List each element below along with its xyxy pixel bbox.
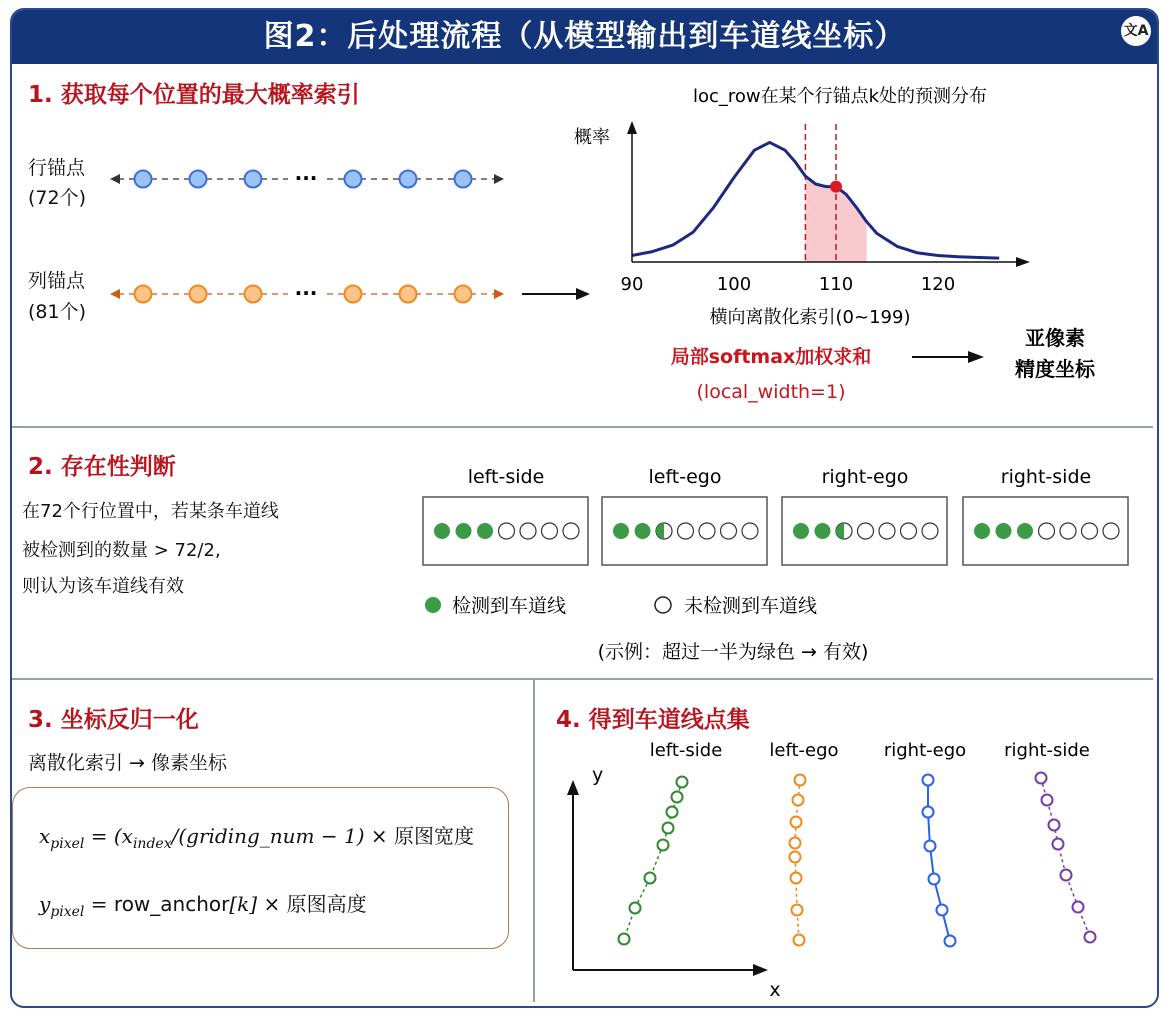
col-anchor-count: (81个) (28, 301, 87, 323)
lane-point (923, 807, 934, 818)
page-title: 图2：后处理流程（从模型输出到车道线坐标） (12, 10, 1157, 64)
lane-point (658, 840, 669, 851)
lane-point (1085, 932, 1096, 943)
lane-label-left-side: left-side (649, 740, 723, 761)
legend-detected-label: 检测到车道线 (452, 595, 567, 617)
row-ellipsis: ··· (294, 166, 318, 190)
tick-label: 90 (620, 274, 644, 295)
lane-point (793, 795, 804, 806)
lane-points (619, 773, 1096, 947)
result-label-1: 亚像素 (1025, 326, 1085, 350)
section1-title: 1. 获取每个位置的最大概率索引 (28, 82, 360, 108)
existence-desc-1: 在72个行位置中，若某条车道线 (22, 501, 279, 522)
col-anchor-label: 列锚点 (28, 270, 86, 292)
local-width-label: (local_width=1) (696, 381, 846, 403)
axis-y-label: y (592, 764, 604, 786)
tick-label: 100 (716, 274, 752, 295)
lane-point (630, 903, 641, 914)
lane-label-right-ego: right-ego (883, 740, 967, 761)
row-anchor-label: 行锚点 (28, 157, 86, 179)
tick-label: 120 (920, 274, 956, 295)
formula-y-unit: 原图高度 (286, 892, 367, 916)
formula-x-unit: 原图宽度 (394, 824, 474, 848)
lane-box-title: right-side (1000, 466, 1092, 488)
lane-label-right-side: right-side (1004, 740, 1090, 761)
row-anchor-count: (72个) (28, 187, 87, 209)
tick-label: 110 (818, 274, 854, 295)
lane-point (937, 905, 948, 916)
lane-point (790, 852, 801, 863)
lane-point (645, 873, 656, 884)
lane-point (667, 807, 678, 818)
lane-point (677, 777, 688, 788)
chart-ylabel: 概率 (574, 127, 610, 148)
lane-point (1061, 870, 1072, 881)
formula-y: $y_{pixel}$ = row_anchor[k] × 原图高度 (39, 892, 367, 920)
section2-title: 2. 存在性判断 (28, 454, 176, 480)
section4-title: 4. 得到车道线点集 (556, 707, 750, 733)
col-ellipsis: ··· (294, 281, 318, 305)
lane-point (929, 874, 940, 885)
lane-point (1036, 773, 1047, 784)
existence-desc-2: 被检测到的数量 > 72/2, (22, 540, 221, 561)
lane-point (1042, 795, 1053, 806)
mapping-text: 离散化索引 → 像素坐标 (28, 752, 227, 774)
lane-point (1049, 820, 1060, 831)
translate-icon[interactable]: 文A (1121, 16, 1151, 46)
lane-box-title: right-ego (821, 466, 909, 488)
lane-point (1053, 839, 1064, 850)
lane-point (925, 841, 936, 852)
chart-xlabel: 横向离散化索引(0~199) (709, 307, 911, 328)
lane-point (794, 935, 805, 946)
lane-label-left-ego: left-ego (769, 740, 839, 761)
chart-title: loc_row在某个行锚点k处的预测分布 (692, 86, 988, 107)
formula-x: $x_{pixel}$ = ($x_{index}/(griding\_num - 1)$ × 原图宽度 (39, 824, 474, 852)
lane-point (672, 792, 683, 803)
existence-desc-3: 则认为该车道线有效 (22, 576, 184, 597)
lane-point (923, 775, 934, 786)
lane-box-title: left-ego (648, 466, 722, 488)
example-note: (示例：超过一半为绿色 → 有效) (597, 641, 869, 663)
lane-point (945, 936, 956, 947)
axis-x-label: x (769, 979, 781, 1001)
lane-point (791, 873, 802, 884)
lane-box-title: left-side (467, 466, 545, 488)
lane-point (790, 838, 801, 849)
lane-point (792, 905, 803, 916)
lane-point (795, 775, 806, 786)
legend-undetected-label: 未检测到车道线 (684, 595, 818, 617)
result-label-2: 精度坐标 (1015, 357, 1095, 381)
lane-polyline (624, 782, 682, 939)
lane-point (1073, 902, 1084, 913)
section3-title: 3. 坐标反归一化 (28, 707, 199, 733)
formula-y-anchor: row_anchor (113, 892, 230, 916)
lane-point (663, 823, 674, 834)
lane-polyline (928, 780, 950, 941)
lane-point (619, 934, 630, 945)
softmax-label: 局部softmax加权求和 (670, 346, 872, 368)
lane-point (791, 817, 802, 828)
